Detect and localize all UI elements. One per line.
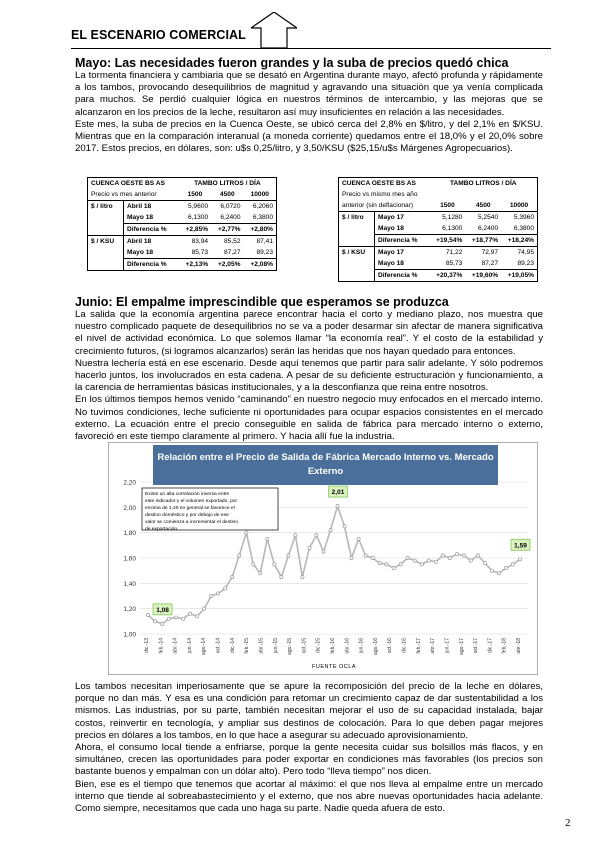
junio-paragraph-3: En los últimos tiempos hemos venido “caminando” en nuestro negocio muy enfocados en el mercado interno. No tuvimos condiciones, leche suficiente ni oportunidades para ocupar espacios consistentes en el mercado externo. La ecuación entre el precio conseguible en salida de fábrica para mercado interno o externo, favoreció en este tiempo claramente al primero. Y hacia allí fue la industria. [75,394,543,443]
data-point [322,550,325,553]
x-tick-label: oct.-17 [473,638,480,654]
y-tick-label: 1,20 [123,606,136,614]
data-point [336,504,339,507]
col-header: 1500 [430,200,466,212]
arrow-logo-icon [251,12,297,48]
data-point [146,613,149,616]
note-text: destino doméstico y por debajo de ese [145,513,229,518]
table-cell: +2,85% [179,224,211,236]
data-point [203,607,206,610]
chart-title: Relación entre el Precio de Salida de Fábrica Mercado Interno vs. Mercado Externo [153,445,498,485]
data-point [153,620,156,623]
data-point [294,534,297,537]
x-tick-label: feb.-16 [330,638,336,654]
table-cell: 6,3800 [244,212,277,224]
data-point [518,558,521,561]
table-cell: 6,2400 [220,214,241,221]
junio-heading: Junio: El empalme imprescindible que esperamos se produzca [75,295,449,309]
x-tick-label: dic.-13 [144,638,150,654]
x-tick-label: jun.-17 [444,638,451,654]
data-point [231,575,234,578]
table-cell: 87,27 [224,249,241,256]
x-tick-label: dic.-16 [401,638,408,654]
mayo-paragraph-2: Este mes, la suba de precios en la Cuenca Oeste, se ubicó cerca del 2,8% en $/litro, y del 2,1% en $/KSU. Mientras que en la comparación interanual (a moneda corriente) quedamos entre el 18,0% y el 20,0% sobre 2017. Estos precios, en dólares, son: u$s 0,25/litro, y 3,50/KSU ($25,15/u$s Márgenes Agropecuarios). [75,118,543,155]
unit-label: $ / KSU [88,236,124,248]
section-title: EL ESCENARIO COMERCIAL [71,28,246,42]
price-ratio-chart [108,442,538,675]
data-point [343,525,346,528]
col-header: 1500 [179,189,211,201]
data-point [420,563,423,566]
table-cell: +2,08% [244,259,277,271]
table-cell: +2,13% [179,259,211,271]
closing-paragraph-1: Los tambos necesitan imperiosamente que se apure la recomposición del precio de la leche en dólares, porque no dan más. Y esa es una condición para retomar un crecimiento capaz de dar sustentabilidad a los mismos. Las industrias, por su parte, también necesitan mejorar el uso de su capacidad instalada, bajar costos, reinvertir en tecnología, y ampliar sus destinos de colocación. Para lo que deben pagar mejores precios en dólares a los tambos, en lo que hace a asegurar su adecuado aprovisionamiento. [75,681,543,741]
col-header: 10000 [501,200,537,212]
table-cell: 5,1280 [442,214,463,221]
table-cell: 5,9600 [187,203,209,210]
x-tick-label: feb.-14 [158,638,165,654]
data-point [301,575,304,578]
table-cell: 87,41 [244,236,277,248]
row-label: Mayo 18 [124,247,179,259]
row-label: Mayo 18 [374,258,429,270]
unit-label: $ / litro [339,212,375,224]
table-cell: 85,73 [191,249,209,256]
data-point [371,556,374,559]
table-cell: 71,22 [445,249,463,256]
data-point [245,531,248,534]
data-point [392,567,395,570]
data-point [315,534,318,537]
data-point [427,559,430,562]
data-point [441,554,444,557]
x-tick-label: oct.-16 [387,638,394,654]
data-point [160,622,163,625]
data-point [238,554,241,557]
closing-text [75,681,543,815]
data-point [364,554,367,557]
row-label: Diferencia % [374,235,429,247]
row-label: Mayo 18 [124,212,179,224]
table-cell: 6,3800 [501,223,537,235]
table-cell: 72,97 [481,249,499,256]
data-point [504,567,507,570]
data-point [497,572,500,575]
junio-paragraph-2: Nuestra lechería está en ese escenario. Desde aquí tenemos que partir para salir adelante. Y sólo podremos hacerlo juntos, los involucrados en esta cadena. A pesar de su deficiente estructuración y funcionamiento, a la carencia de herramientas básicas institucionales, y a la desconfianza que reina entre nosotros. [75,357,543,394]
table-cell: 83,94 [191,238,209,245]
data-point [399,563,402,566]
junio-text [75,309,543,443]
row-label: Mayo 17 [374,212,429,224]
table-cell: 5,3960 [501,212,537,224]
data-point [224,587,227,590]
data-point [448,556,451,559]
table-cell: +2,77% [211,224,243,236]
data-point [357,537,360,540]
x-tick-label: jun.-16 [358,638,365,654]
data-point [406,556,409,559]
data-point [476,554,479,557]
table-cell: +19,05% [501,270,537,282]
x-tick-label: oct.-14 [215,638,222,654]
table-cell: 87,27 [481,260,499,267]
closing-paragraph-2: Ahora, el consumo local tiende a enfriarse, porque la gente necesita cuidar sus bolsillos más flacos, y en simultáneo, crecen las oportunidades para poder exportar en condiciones más favorables (los precios son bastante buenos y empalman con un dólar alto). Pero todo “lleva tiempo” nos dicen. [75,742,543,778]
mayo-heading: Mayo: Las necesidades fueron grandes y la suba de precios quedó chica [75,56,509,70]
x-tick-label: ago.-15 [287,638,294,655]
data-point [210,594,213,597]
x-tick-label: jun.-15 [272,638,279,654]
row-label: Abril 18 [124,236,179,248]
note-text: este indicador y el volumen exportado, por [145,499,238,504]
table-cell: 89,23 [501,258,537,270]
table-cell: +19,54% [430,235,466,247]
row-label: Diferencia % [374,270,429,282]
data-point [350,556,353,559]
table-group-header: TAMBO LITROS / DÍA [179,178,277,190]
x-tick-label: abr.-15 [258,638,265,654]
data-point [174,616,177,619]
row-label: Diferencia % [124,224,179,236]
x-tick-label: ago.-17 [458,638,465,655]
table-cell: 85,73 [445,260,463,267]
table-title: CUENCA OESTE BS AS [339,178,430,190]
table-cell: +2,80% [244,224,277,236]
data-point [469,559,472,562]
closing-paragraph-3: Bien, ese es el tiempo que tenemos que acortar al máximo: el que nos lleva al empalme entre un mercado interno que tiende al sobreabastecimiento y el externo, que nos abre nuevas oportunidades hacia adelante. Como siempre, necesitamos que cada uno haga su parte. Nadie queda afuera de esto. [75,778,543,815]
unit-label: $ / KSU [339,247,375,259]
table-group-header: TAMBO LITROS / DÍA [430,178,538,190]
value-label: 1,59 [514,542,527,550]
table-cell: +18,77% [465,235,501,247]
table-cell: 89,23 [244,247,277,259]
value-label: 1,08 [156,606,169,614]
y-tick-label: 1,60 [123,555,136,563]
table-cell: 6,2060 [244,201,277,213]
table-subtitle: Precio vs mismo mes año [339,189,430,200]
value-label: 2,01 [331,489,345,497]
col-header: 10000 [244,189,277,201]
note-text: valor se comienza a incrementar el destino [145,520,238,525]
y-tick-label: 1,00 [123,631,136,639]
x-tick-label: feb.-17 [415,638,422,654]
table-cell: 6,0720 [220,203,241,210]
data-point [252,563,255,566]
x-tick-label: ago.-16 [372,638,379,655]
data-point [434,560,437,563]
data-point [196,615,199,618]
row-label: Abril 18 [124,201,179,213]
data-point [273,563,276,566]
page-number: 2 [565,817,571,829]
x-tick-label: ago.-14 [201,638,208,655]
x-tick-label: jun.-14 [186,638,193,654]
data-point [413,559,416,562]
x-tick-label: dic.-15 [315,638,322,654]
table-cell: 6,1300 [442,225,463,232]
y-tick-label: 1,80 [123,530,136,538]
table-subtitle: anterior (sin deflacionar) [339,200,430,212]
data-point [280,575,283,578]
table-cell: 5,2540 [477,214,499,221]
x-tick-label: feb.-18 [501,638,508,654]
unit-label: $ / litro [88,201,124,213]
chart-source: FUENTE OCLA [312,664,357,670]
data-point [511,563,514,566]
data-point [287,554,290,557]
row-label: Mayo 18 [374,223,429,235]
col-header: 4500 [465,200,501,212]
row-label: Diferencia % [124,259,179,271]
data-point [217,592,220,595]
price-table-monthly [87,177,277,271]
data-point [167,617,170,620]
price-table-yearly [338,177,538,282]
data-point [266,537,269,540]
y-tick-label: 1,40 [123,580,136,588]
col-header: 4500 [211,189,243,201]
data-point [329,529,332,532]
data-point [189,612,192,615]
mayo-paragraph-1: La tormenta financiera y cambiaria que se desató en Argentina durante mayo, afectó profunda y rápidamente a los tambos, provocando desequilibrios de magnitud y agravando una situación que ya venía complicada para muchos. Se perdió cualquier lógica en nuestros términos de intercambio, y las mejoras que se alcanzaron en los precios de la leche, resultaron así muy insuficientes en relación a las necesidades. [75,70,543,118]
table-subtitle: Precio vs mes anterior [88,189,179,201]
table-cell: 74,95 [501,247,537,259]
table-cell: +19,60% [465,270,501,282]
mayo-text [75,70,543,155]
table-cell: +20,37% [430,270,466,282]
x-tick-label: dic.-17 [487,638,494,654]
data-point [490,569,493,572]
table-title: CUENCA OESTE BS AS [88,178,179,190]
table-cell: +2,05% [211,259,243,271]
table-cell: 6,2400 [477,225,499,232]
x-tick-label: feb.-15 [244,638,251,654]
x-tick-label: abr.-16 [344,638,351,654]
data-point [455,553,458,556]
data-point [462,554,465,557]
data-point [483,561,486,564]
note-text: Existe un alta correlación inversa entre [145,492,230,497]
data-point [308,546,311,549]
data-point [181,617,184,620]
data-point [385,563,388,566]
table-cell: +18,24% [501,235,537,247]
row-label: Mayo 17 [374,247,429,259]
x-tick-label: abr.-17 [430,638,437,654]
note-text: de exportación. [145,527,179,532]
table-cell: 6,1300 [187,214,209,221]
y-tick-label: 2,20 [123,479,136,487]
junio-paragraph-1: La salida que la economía argentina parece encontrar hacia el corto y mediano plazo, nos muestra que nuestro complicado paquete de desequilibrios no se va a poder desarmar sin afectar de manera significativa el nivel de actividad económica. Lo que solemos llamar “la economía real”. Y el costo de la estabilidad y crecimiento futuros, (si logramos alcanzarlos) serán las heridas que nos hayan quedado para entonces. [75,309,543,357]
data-point [378,561,381,564]
x-tick-label: abr.-14 [172,638,179,654]
page-header [71,26,551,49]
table-cell: 85,52 [224,238,241,245]
data-point [259,572,262,575]
x-tick-label: abr.-18 [516,638,522,654]
x-tick-label: dic.-14 [229,638,236,654]
note-text: encima de 1,40 en general se favorece el [145,506,235,511]
x-tick-label: oct.-15 [301,638,308,654]
y-tick-label: 2,00 [123,504,136,512]
